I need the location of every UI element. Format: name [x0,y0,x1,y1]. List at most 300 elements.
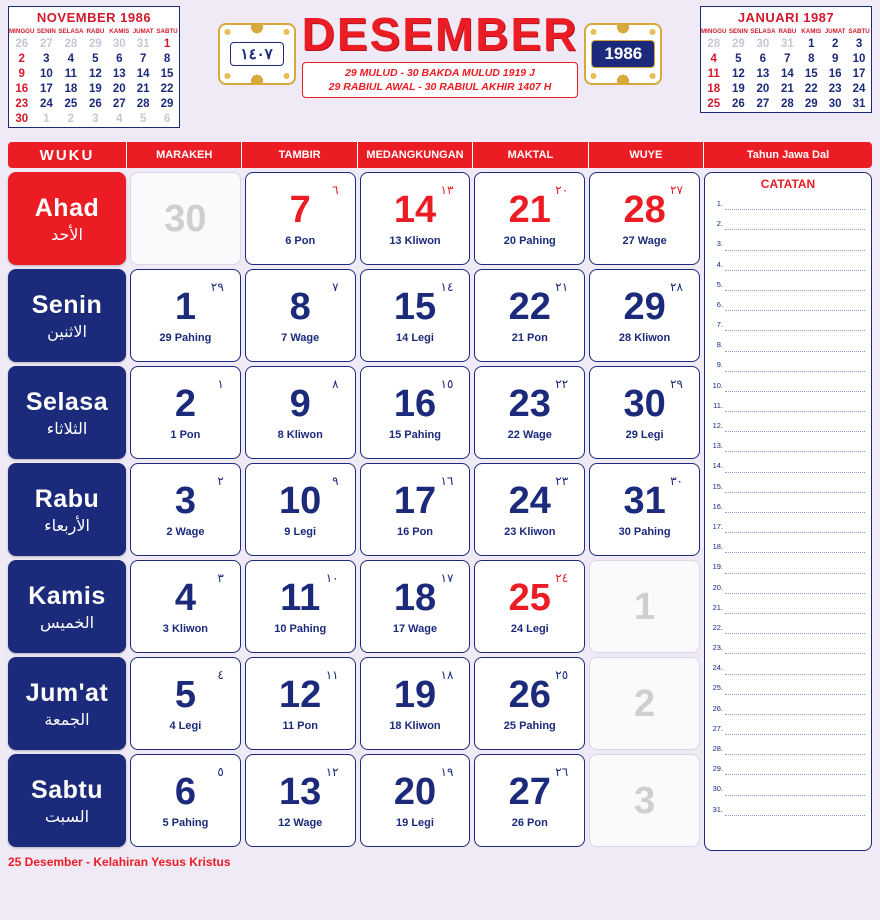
notes-panel [704,172,872,851]
mini-date-cell[interactable]: 12 [88,68,102,80]
subtitle-hijri: 29 RABIUL AWAL - 30 RABIUL AKHIR 1407 H [328,81,552,93]
javanese-pasaran-label: 10 Pahing [274,622,327,635]
notes-title: CATATAN [760,177,816,191]
mini-weekday-header: JUMAT [824,28,846,35]
mini-date-cell[interactable]: 16 [15,83,29,95]
mini-date-cell[interactable]: 3 [92,113,99,125]
note-line[interactable] [711,679,865,699]
header-center [180,6,700,98]
mini-date-cell[interactable]: 2 [831,38,839,50]
mini-date-cell[interactable]: 5 [735,53,742,65]
calendar-week-row [8,463,700,556]
note-line-number: 29. [712,764,723,774]
note-line-number: 2. [716,219,723,229]
date-number: 30 [164,197,207,240]
mini-date-cell[interactable]: 14 [780,68,794,80]
mini-date-cell[interactable]: 26 [88,98,102,110]
note-line-rule [725,573,865,574]
javanese-pasaran-label: 2 Wage [166,525,205,538]
javanese-pasaran-label: 29 Pahing [159,331,212,344]
date-number: 18 [393,576,437,619]
note-line-rule [725,613,865,614]
hijri-date-number: ٢٠ [555,183,569,197]
date-cell[interactable] [474,560,585,653]
date-number: 22 [508,285,551,328]
date-cell[interactable] [130,463,241,556]
date-cell[interactable] [130,754,241,847]
day-name-arabic: الجمعة [44,709,90,729]
mini-date-cell[interactable]: 9 [18,68,25,80]
hijri-date-number: ٢ [217,474,224,488]
gregorian-year-value: 1986 [591,40,655,68]
mini-weekday-header: JUMAT [132,28,154,35]
mini-date-cell[interactable]: 31 [852,98,866,110]
date-number: 27 [508,770,551,813]
day-name-cell [8,560,126,653]
mini-date-cell[interactable]: 29 [160,98,174,110]
date-number: 6 [174,770,196,813]
note-line-number: 12. [712,421,723,431]
date-cell[interactable] [474,269,585,362]
day-name-cell [8,172,126,265]
note-line-number: 8. [716,340,723,350]
calendar-week-row [8,172,700,265]
mini-date-cell[interactable]: 23 [828,83,842,95]
mini-date-cell[interactable]: 26 [15,38,29,50]
mini-weekday-header: MINGGU [701,28,727,35]
date-cell[interactable] [589,657,700,750]
javanese-pasaran-label: 12 Wage [278,816,323,829]
hijri-date-number: ١٩ [440,765,454,779]
note-line[interactable] [711,234,865,254]
mini-date-cell[interactable]: 26 [731,98,745,110]
mini-date-cell[interactable]: 30 [756,38,770,50]
wuku-label: WUKU [8,142,126,168]
mini-date-cell[interactable]: 21 [780,83,794,95]
date-number: 20 [393,770,437,813]
date-number: 25 [508,576,551,619]
note-line-number: 7. [716,320,723,330]
hijri-date-number: ١٤ [440,280,454,294]
day-name-cell [8,463,126,556]
mini-date-cell[interactable]: 24 [39,98,53,110]
note-line-rule [725,270,865,271]
mini-date-cell[interactable]: 17 [852,68,866,80]
day-name-label: Sabtu [31,775,103,804]
date-cell[interactable] [130,366,241,459]
note-line-number: 1. [716,198,723,208]
note-line-number: 26. [712,703,723,713]
date-number: 7 [289,188,311,231]
wuku-week-cell: MAKTAL [472,142,587,168]
note-line-rule [725,492,865,493]
calendar-header [0,0,880,140]
mini-date-cell[interactable]: 8 [808,53,815,65]
mini-calendar-previous-month [8,6,180,128]
javanese-pasaran-label: 11 Pon [282,719,318,732]
date-number: 5 [174,673,196,716]
mini-date-cell[interactable]: 8 [163,53,171,65]
javanese-pasaran-label: 3 Kliwon [162,622,209,635]
javanese-pasaran-label: 6 Pon [285,234,316,247]
hijri-year-badge [218,23,296,85]
date-cell[interactable] [360,754,471,847]
note-line[interactable] [711,477,865,497]
date-cell[interactable] [245,657,356,750]
mini-date-cell[interactable]: 14 [136,68,150,80]
date-cell[interactable] [130,657,241,750]
date-number: 8 [289,285,311,328]
date-number: 3 [174,479,196,522]
note-line-rule [725,290,865,291]
note-line[interactable] [711,436,865,456]
month-title-block [302,10,579,98]
mini-date-cell[interactable]: 22 [804,83,818,95]
hijri-date-number: ٣ [217,571,224,585]
hijri-date-number: ٢٧ [670,183,683,197]
javanese-pasaran-label: 15 Pahing [389,428,441,441]
date-number: 14 [393,188,437,231]
note-line[interactable] [711,557,865,577]
note-line[interactable] [711,315,865,335]
note-line-rule [725,774,865,775]
note-line-number: 4. [716,259,723,269]
note-line[interactable] [711,719,865,739]
mini-date-cell[interactable]: 12 [731,68,745,80]
mini-date-cell[interactable]: 25 [707,98,721,110]
mini-date-cell[interactable]: 3 [855,38,863,50]
note-line-number: 25. [712,683,723,693]
mini-date-cell[interactable]: 27 [39,38,53,50]
javanese-pasaran-label: 8 Kliwon [277,428,323,441]
date-cell[interactable] [360,657,471,750]
note-line[interactable] [711,618,865,638]
mini-date-cell[interactable]: 28 [136,98,150,110]
note-line-rule [725,633,865,634]
mini-calendar-next-title: JANUARI 1987 [737,10,835,25]
hijri-date-number: ٢٩ [210,280,224,294]
note-line-rule [725,209,865,210]
footer-holiday-note: 25 Desember - Kelahiran Yesus Kristus [8,855,231,869]
wuku-week-cell: TAMBIR [241,142,356,168]
date-cell[interactable] [245,172,356,265]
note-line[interactable] [711,194,865,214]
note-line[interactable] [711,295,865,315]
note-line-rule [725,371,865,372]
date-cell[interactable] [474,463,585,556]
date-cell[interactable] [474,366,585,459]
mini-date-cell[interactable]: 5 [139,113,147,125]
calendar-week-row [8,366,700,459]
date-number: 3 [634,779,656,822]
gregorian-year-badge [584,23,662,85]
date-number: 16 [393,382,437,425]
date-cell[interactable] [245,560,356,653]
date-number: 10 [279,479,322,522]
mini-date-cell[interactable]: 15 [804,68,818,80]
date-cell[interactable] [474,657,585,750]
hijri-date-number: ٢٢ [555,377,569,391]
hijri-date-number: ٩ [332,474,339,488]
note-line-number: 22. [712,622,723,632]
javanese-pasaran-label: 18 Kliwon [389,719,441,732]
mini-date-cell[interactable]: 18 [64,83,78,95]
javanese-pasaran-label: 5 Pahing [162,816,209,829]
note-line[interactable] [711,578,865,598]
mini-date-cell[interactable]: 9 [831,53,839,65]
javanese-pasaran-label: 14 Legi [396,331,434,344]
hijri-date-number: ١٣ [440,183,454,197]
hijri-date-number: ١٧ [440,571,454,585]
date-cell[interactable] [245,754,356,847]
date-cell[interactable] [130,269,241,362]
note-line-rule [725,694,865,695]
note-line-rule [725,351,865,352]
note-line[interactable] [711,335,865,355]
mini-date-cell[interactable]: 28 [780,98,794,110]
note-line[interactable] [711,638,865,658]
hijri-date-number: ٢٩ [670,377,683,391]
mini-date-cell[interactable]: 15 [160,68,174,80]
date-number: 17 [393,479,437,522]
mini-date-cell[interactable]: 3 [43,53,50,65]
hijri-date-number: ٣٠ [670,474,683,488]
calendar-week-row [8,560,700,653]
hijri-date-number: ٢٣ [555,474,569,488]
mini-date-cell[interactable]: 28 [64,38,78,50]
note-line-number: 20. [712,582,723,592]
date-number: 19 [393,673,437,716]
mini-date-cell[interactable]: 11 [64,68,77,80]
mini-date-cell[interactable]: 1 [43,113,50,125]
mini-date-cell[interactable]: 7 [139,53,147,65]
date-cell[interactable] [589,560,700,653]
mini-date-cell[interactable]: 24 [852,83,866,95]
mini-date-cell[interactable]: 29 [731,38,745,50]
note-line-rule [725,512,865,513]
mini-date-cell[interactable]: 27 [756,98,770,110]
mini-date-cell[interactable]: 7 [784,53,791,65]
date-number: 1 [174,285,196,328]
javanese-pasaran-label: 28 Kliwon [618,331,671,344]
javanese-pasaran-label: 1 Pon [170,428,201,441]
day-name-cell [8,269,126,362]
note-line-rule [725,391,865,392]
date-number: 2 [174,382,196,425]
mini-date-cell[interactable]: 10 [852,53,866,65]
note-line[interactable] [711,800,865,820]
date-cell[interactable] [245,269,356,362]
note-line-number: 3. [716,239,723,249]
mini-weekday-header: RABU [778,28,797,35]
javanese-pasaran-label: 17 Wage [392,622,438,635]
mini-date-cell[interactable]: 25 [64,98,78,110]
mini-date-cell[interactable]: 13 [112,68,126,80]
note-line-number: 16. [712,501,723,511]
mini-date-cell[interactable]: 4 [116,113,123,125]
wuku-week-cell: WUYE [588,142,703,168]
day-name-arabic: الأحد [51,224,83,244]
note-line[interactable] [711,598,865,618]
mini-weekday-header: SELASA [750,28,776,35]
hijri-date-number: ٥ [217,765,224,779]
note-line-rule [725,411,865,412]
hijri-date-number: ٢٥ [555,668,569,682]
date-cell[interactable] [474,754,585,847]
date-number: 23 [508,382,551,425]
date-cell[interactable] [589,172,700,265]
mini-date-cell[interactable]: 16 [828,68,842,80]
date-cell[interactable] [245,366,356,459]
note-line-rule [725,734,865,735]
hijri-date-number: ٧ [332,280,339,294]
note-line[interactable] [711,497,865,517]
note-line[interactable] [711,376,865,396]
mini-date-cell[interactable]: 20 [112,83,126,95]
note-line[interactable] [711,356,865,376]
day-name-cell [8,657,126,750]
note-line[interactable] [711,255,865,275]
hijri-date-number: ١ [217,377,224,391]
note-line[interactable] [711,416,865,436]
note-line[interactable] [711,517,865,537]
day-name-label: Jum'at [25,678,109,707]
note-line[interactable] [711,699,865,719]
date-number: 2 [634,682,656,725]
mini-date-cell[interactable]: 28 [707,38,721,50]
date-cell[interactable] [589,269,700,362]
mini-date-cell[interactable]: 30 [828,98,842,110]
date-cell[interactable] [474,172,585,265]
mini-date-cell[interactable]: 20 [756,83,770,95]
date-number: 12 [279,673,322,716]
note-line-number: 9. [716,360,723,370]
mini-date-cell[interactable]: 1 [163,38,171,50]
mini-calendar-previous-grid [9,27,179,127]
javanese-pasaran-label: 20 Pahing [503,234,556,247]
mini-date-cell[interactable]: 23 [15,98,29,110]
mini-date-cell[interactable]: 2 [18,53,25,65]
day-name-label: Rabu [34,484,100,513]
mini-date-cell[interactable]: 22 [160,83,174,95]
note-line-number: 31. [712,804,723,814]
date-cell[interactable] [589,463,700,556]
mini-date-cell[interactable]: 2 [67,113,75,125]
mini-weekday-header: KAMIS [801,28,822,35]
note-line[interactable] [711,658,865,678]
mini-date-cell[interactable]: 31 [780,38,794,50]
mini-date-cell[interactable]: 18 [707,83,721,95]
wuku-header-bar [8,142,872,168]
mini-date-cell[interactable]: 30 [15,113,29,125]
note-line[interactable] [711,396,865,416]
javanese-pasaran-label: 30 Pahing [618,525,671,538]
mini-date-cell[interactable]: 4 [710,53,717,65]
mini-weekday-header: RABU [86,28,105,35]
hijri-date-number: ٦ [332,183,339,197]
mini-date-cell[interactable]: 19 [731,83,745,95]
date-cell[interactable] [245,463,356,556]
mini-date-cell[interactable]: 17 [39,83,53,95]
note-line[interactable] [711,739,865,759]
notes-lines[interactable] [705,194,871,820]
mini-date-cell[interactable]: 21 [136,83,150,95]
calendar-body [8,172,872,851]
date-cell[interactable] [360,269,471,362]
mini-date-cell[interactable]: 6 [116,53,123,65]
date-cell[interactable] [360,463,471,556]
note-line-rule [725,754,865,755]
javanese-pasaran-label: 26 Pon [511,816,548,829]
javanese-pasaran-label: 9 Legi [284,525,317,538]
subtitle-box [302,62,579,98]
mini-date-cell[interactable]: 5 [92,53,99,65]
mini-weekday-header: MINGGU [9,28,35,35]
mini-weekday-header: KAMIS [109,28,130,35]
note-line[interactable] [711,537,865,557]
date-cell[interactable] [589,366,700,459]
day-name-cell [8,366,126,459]
note-line[interactable] [711,759,865,779]
mini-calendar-next-grid [701,27,871,112]
mini-date-cell[interactable]: 6 [759,53,767,65]
note-line-number: 13. [712,441,723,451]
mini-date-cell[interactable]: 27 [112,98,126,110]
hijri-year-value: ١٤٠٧ [230,42,284,66]
mini-date-cell[interactable]: 10 [39,68,53,80]
mini-date-cell[interactable]: 29 [804,98,818,110]
hijri-date-number: ١١ [325,668,339,682]
hijri-date-number: ١٨ [440,668,454,682]
note-line[interactable] [711,214,865,234]
note-line[interactable] [711,779,865,799]
mini-date-cell[interactable]: 1 [808,38,815,50]
calendar-week-row [8,754,700,847]
note-line-rule [725,714,865,715]
date-cell[interactable] [130,560,241,653]
note-line[interactable] [711,456,865,476]
date-cell[interactable] [130,172,241,265]
mini-date-cell[interactable]: 29 [88,38,102,50]
date-number: 30 [623,382,666,425]
wuku-year-note: Tahun Jawa Dal [703,142,872,168]
date-number: 31 [623,479,666,522]
hijri-date-number: ٤ [217,668,224,682]
day-name-arabic: الثلاثاء [46,418,88,438]
mini-date-cell[interactable]: 19 [88,83,102,95]
mini-date-cell[interactable]: 11 [707,68,720,80]
mini-date-cell[interactable]: 30 [112,38,126,50]
mini-date-cell[interactable]: 13 [756,68,770,80]
note-line-rule [725,815,865,816]
note-line-number: 6. [716,299,723,309]
note-line-rule [725,330,865,331]
date-cell[interactable] [360,560,471,653]
hijri-date-number: ٢٨ [670,280,683,294]
day-name-arabic: الأربعاء [44,515,90,535]
mini-calendar-previous-title: NOVEMBER 1986 [36,10,152,25]
note-line[interactable] [711,275,865,295]
mini-date-cell[interactable]: 6 [163,113,171,125]
mini-date-cell[interactable]: 31 [136,38,150,50]
date-cell[interactable] [360,172,471,265]
javanese-pasaran-label: 13 Kliwon [389,234,441,247]
note-line-rule [725,250,865,251]
date-cell[interactable] [589,754,700,847]
date-cell[interactable] [360,366,471,459]
mini-date-cell[interactable]: 4 [67,53,75,65]
month-title: DESEMBER [301,8,579,60]
